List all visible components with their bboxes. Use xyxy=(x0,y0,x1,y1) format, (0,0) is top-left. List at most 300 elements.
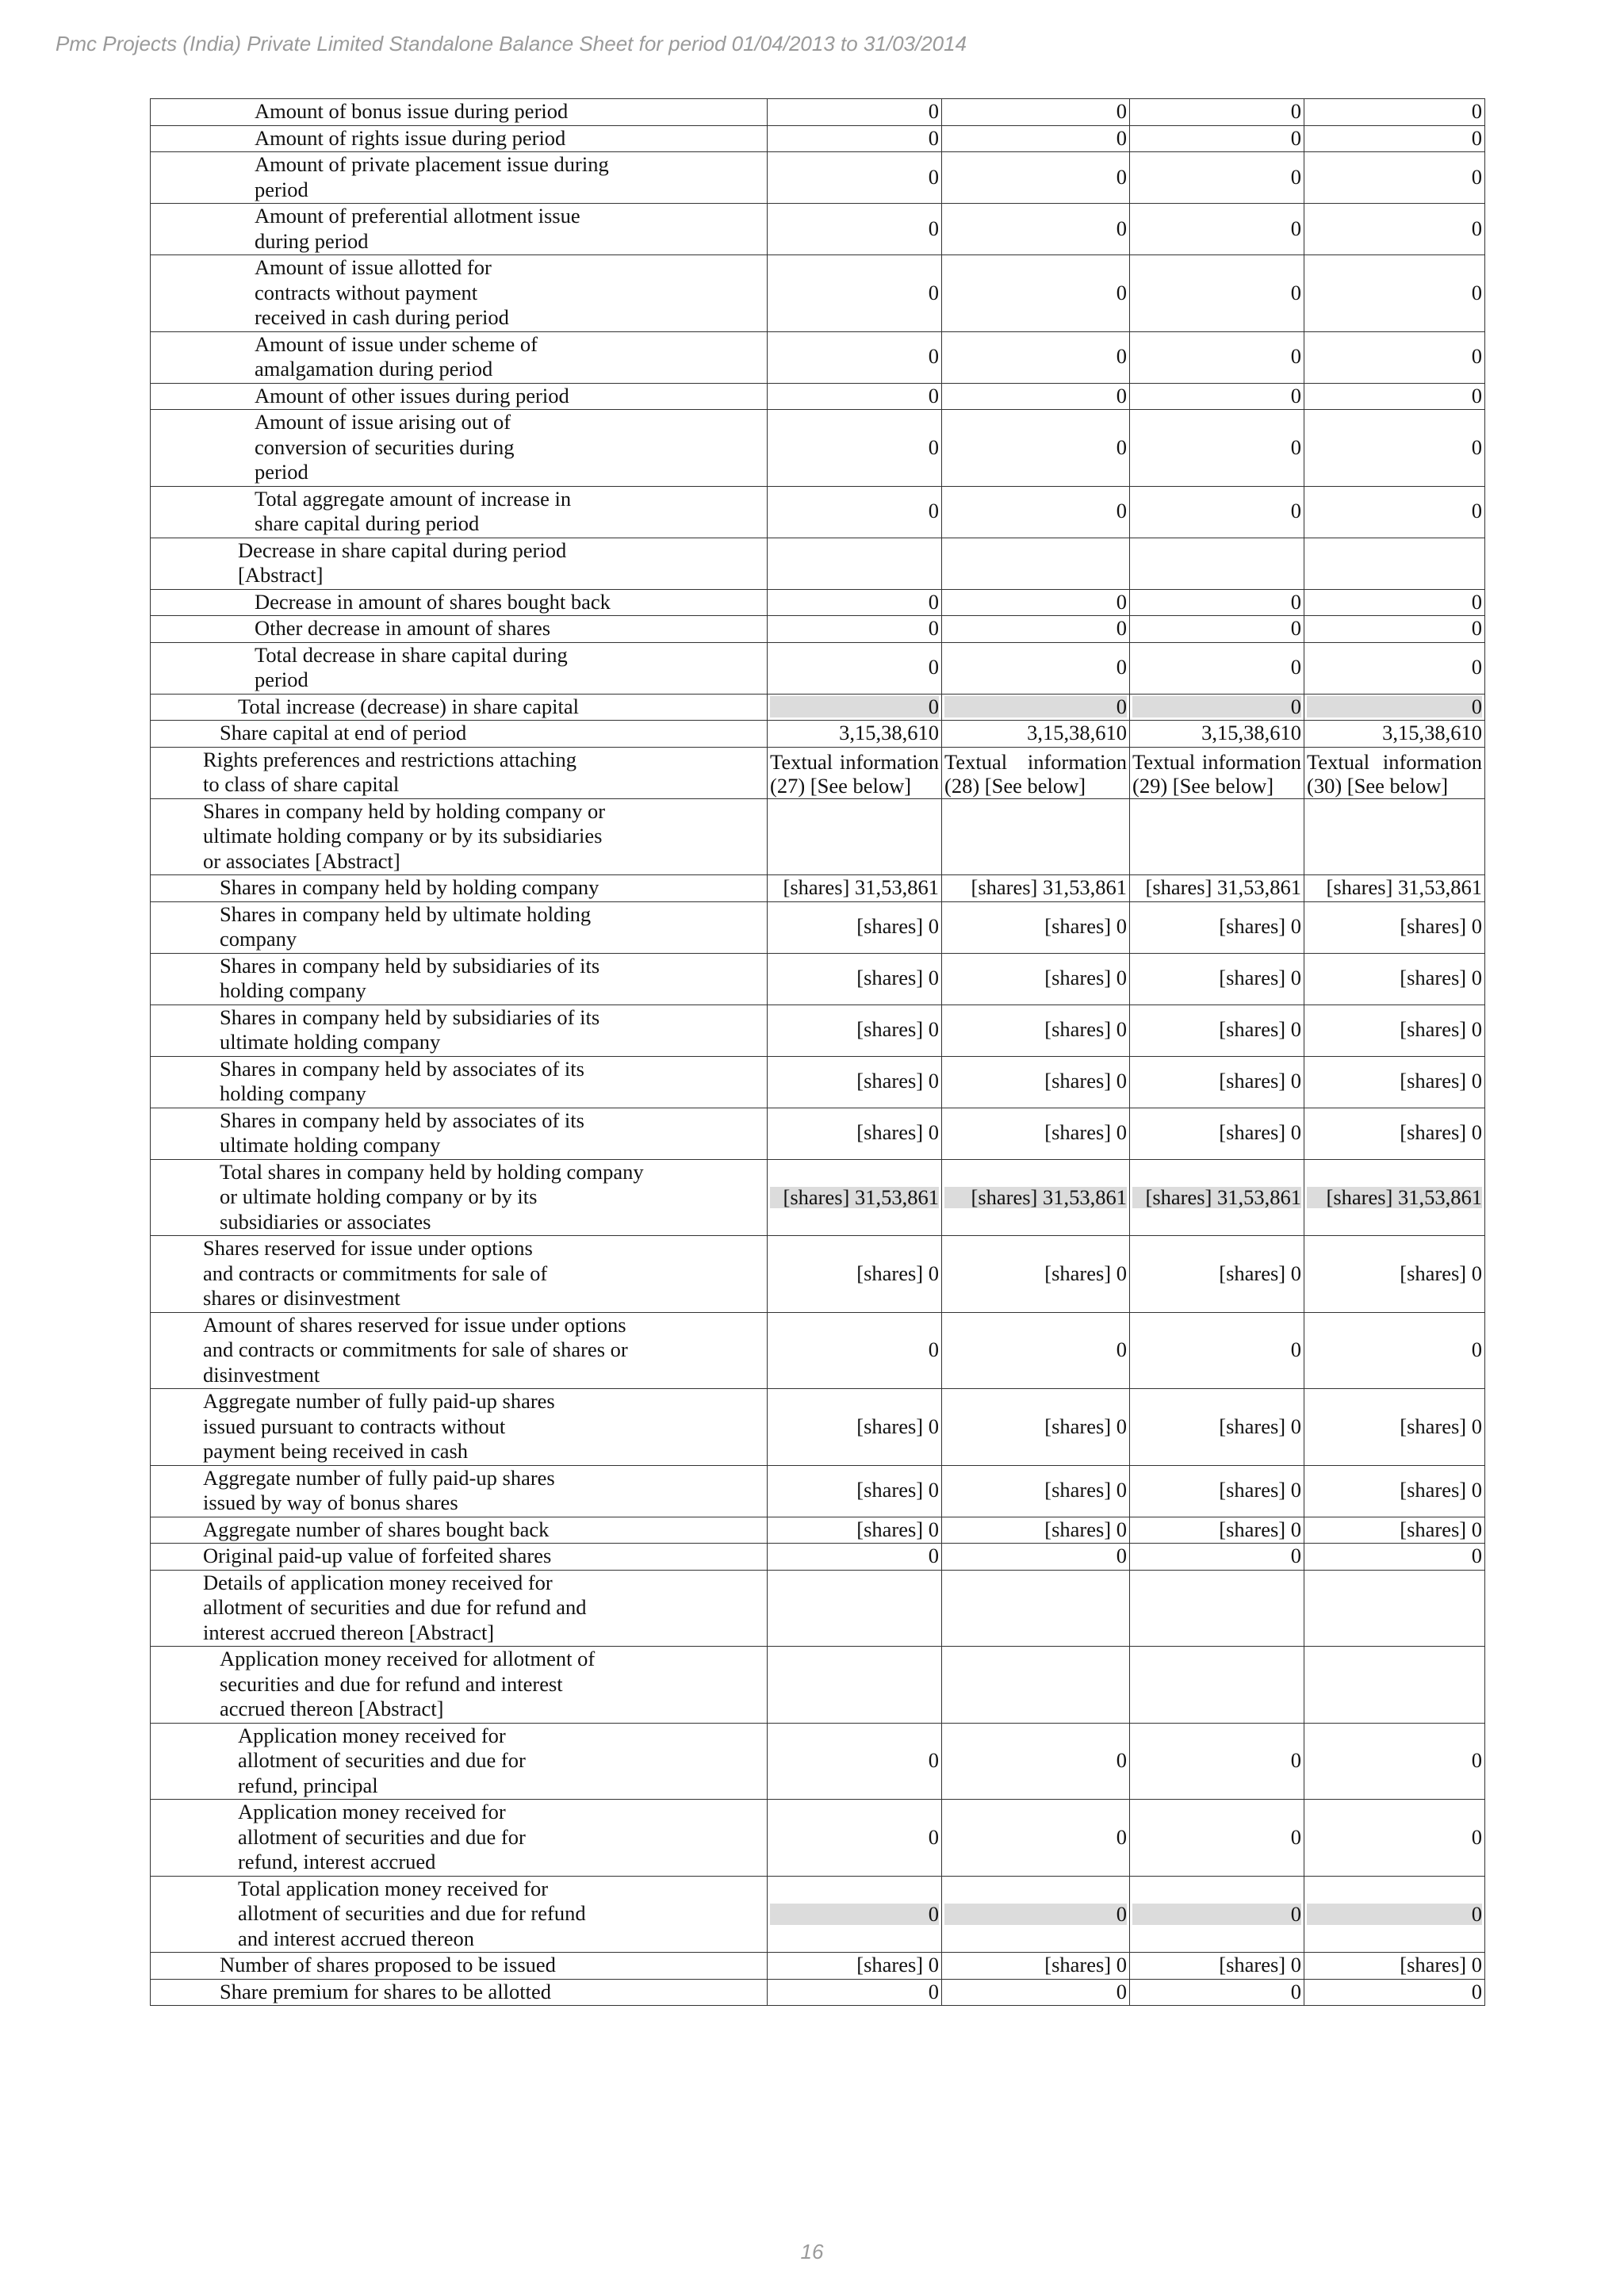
row-label-cell xyxy=(151,204,768,255)
value-cell xyxy=(768,1570,942,1647)
row-label-cell xyxy=(151,589,768,616)
value-text: 0 xyxy=(1471,164,1482,189)
row-label: Shares in company held by holding company xyxy=(220,875,599,899)
table-row xyxy=(151,1108,1485,1159)
table-row xyxy=(151,1647,1485,1724)
value-text: [shares] 0 xyxy=(1400,1120,1482,1145)
value-text: 0 xyxy=(1471,125,1482,150)
value-cell xyxy=(942,204,1130,255)
value-text: 0 xyxy=(1471,1979,1482,2003)
row-label-cell xyxy=(151,1056,768,1108)
value-cell xyxy=(942,1004,1130,1056)
textual-info-word: Textual xyxy=(1307,749,1370,774)
value-text: 0 xyxy=(1116,216,1127,240)
row-label-cell xyxy=(151,901,768,953)
value-text: 0 xyxy=(928,383,939,408)
value-text: [shares] 0 xyxy=(1044,914,1127,939)
value-text: 0 xyxy=(1471,1337,1482,1361)
value-cell xyxy=(1130,875,1304,902)
value-text: [shares] 0 xyxy=(1400,1478,1482,1502)
row-label-cell xyxy=(151,1723,768,1800)
value-text: 0 xyxy=(1132,1904,1301,1925)
value-cell xyxy=(768,410,942,487)
table-row xyxy=(151,1517,1485,1544)
value-cell xyxy=(942,798,1130,875)
value-text: [shares] 0 xyxy=(1044,1069,1127,1093)
value-text: [shares] 31,53,861 xyxy=(971,875,1127,899)
value-text: 0 xyxy=(1116,99,1127,123)
value-cell xyxy=(1130,1979,1304,2006)
value-cell xyxy=(1304,589,1485,616)
textual-info-word: Textual xyxy=(944,749,1008,774)
value-cell xyxy=(1130,383,1304,410)
table-row xyxy=(151,204,1485,255)
value-text: 0 xyxy=(1290,216,1301,240)
table-row xyxy=(151,589,1485,616)
value-cell xyxy=(942,589,1130,616)
value-cell xyxy=(942,747,1130,798)
value-cell xyxy=(1130,953,1304,1004)
table-row xyxy=(151,255,1485,332)
value-cell xyxy=(1304,410,1485,487)
value-cell xyxy=(768,486,942,538)
value-text: 0 xyxy=(1290,344,1301,369)
row-label: Other decrease in amount of shares xyxy=(255,616,551,640)
value-text: 0 xyxy=(1116,499,1127,523)
row-label-cell xyxy=(151,1517,768,1544)
row-label-cell xyxy=(151,1108,768,1159)
value-text: 0 xyxy=(928,216,939,240)
value-cell xyxy=(768,642,942,694)
row-label: Shares in company held by subsidiaries of its holding company xyxy=(220,953,600,1002)
value-cell xyxy=(942,1876,1130,1953)
value-text: 0 xyxy=(928,1337,939,1361)
value-cell xyxy=(1304,875,1485,902)
value-cell xyxy=(1130,486,1304,538)
value-text: [shares] 0 xyxy=(1219,1017,1301,1042)
value-cell xyxy=(1130,1876,1304,1953)
row-label: Original paid-up value of forfeited shares xyxy=(203,1544,552,1567)
value-text: [shares] 0 xyxy=(856,1069,939,1093)
value-cell xyxy=(768,1544,942,1571)
table-row xyxy=(151,1004,1485,1056)
value-text: 0 xyxy=(928,344,939,369)
textual-info-word: Textual xyxy=(770,749,833,774)
value-cell xyxy=(942,1647,1130,1724)
row-label: Shares in company held by holding company or ultimate holding company or by its subsidiaries or associates [Abstract] xyxy=(203,798,606,873)
row-label-cell xyxy=(151,798,768,875)
table-row xyxy=(151,1544,1485,1571)
page-header: Pmc Projects (India) Private Limited Standalone Balance Sheet for period 01/04/2013 to 31/03/2014 xyxy=(56,32,967,55)
row-label: Shares reserved for issue under options and contracts or commitments for sale of shares or disinvestment xyxy=(203,1236,548,1310)
table-row xyxy=(151,901,1485,953)
value-cell xyxy=(1304,1876,1485,1953)
value-text: 0 xyxy=(1290,1748,1301,1772)
value-cell xyxy=(1130,1647,1304,1724)
value-cell xyxy=(1130,538,1304,589)
value-cell xyxy=(1304,99,1485,126)
value-cell xyxy=(1304,1004,1485,1056)
row-label: Total decrease in share capital during period xyxy=(255,642,568,691)
row-label: Decrease in share capital during period [Abstract] xyxy=(238,538,567,587)
value-text: [shares] 0 xyxy=(1219,914,1301,939)
value-text: 0 xyxy=(1290,280,1301,304)
row-label: Total increase (decrease) in share capital xyxy=(238,694,579,718)
value-text: [shares] 0 xyxy=(1044,1517,1127,1541)
value-text: [shares] 31,53,861 xyxy=(783,875,939,899)
value-cell xyxy=(1130,694,1304,721)
table-row xyxy=(151,1953,1485,1980)
value-text: 0 xyxy=(1116,383,1127,408)
table-row xyxy=(151,152,1485,204)
value-cell xyxy=(942,538,1130,589)
value-cell xyxy=(942,1108,1130,1159)
table-row xyxy=(151,1389,1485,1466)
value-cell xyxy=(1130,204,1304,255)
value-cell xyxy=(1304,1312,1485,1389)
value-text: [shares] 0 xyxy=(1044,1414,1127,1438)
value-text: [shares] 31,53,861 xyxy=(1132,1187,1301,1208)
table-row xyxy=(151,747,1485,798)
value-text: 3,15,38,610 xyxy=(1027,721,1127,744)
value-cell xyxy=(1130,99,1304,126)
value-cell xyxy=(768,1004,942,1056)
value-text: 0 xyxy=(1471,616,1482,640)
value-cell xyxy=(768,152,942,204)
value-text: 0 xyxy=(928,164,939,189)
row-label-cell xyxy=(151,1647,768,1724)
value-cell xyxy=(942,616,1130,643)
row-label: Share capital at end of period xyxy=(220,721,467,744)
value-cell xyxy=(942,152,1130,204)
value-cell xyxy=(768,616,942,643)
row-label: Application money received for allotment of securities and due for refund, principal xyxy=(238,1723,526,1797)
value-text: 0 xyxy=(928,125,939,150)
value-cell xyxy=(768,1953,942,1980)
value-text: 0 xyxy=(1116,125,1127,150)
value-text: 0 xyxy=(928,499,939,523)
value-text: 0 xyxy=(1290,383,1301,408)
value-text: [shares] 0 xyxy=(856,1261,939,1285)
value-text: [shares] 0 xyxy=(1219,1069,1301,1093)
row-label: Total shares in company held by holding company or ultimate holding company or by its subsidiaries or associates xyxy=(220,1159,644,1234)
value-cell xyxy=(942,1723,1130,1800)
value-cell xyxy=(768,1236,942,1313)
value-cell xyxy=(768,99,942,126)
value-cell xyxy=(768,125,942,152)
value-text: 0 xyxy=(1290,1824,1301,1849)
value-cell xyxy=(1304,798,1485,875)
row-label: Amount of other issues during period xyxy=(255,383,569,408)
value-text: [shares] 0 xyxy=(856,1478,939,1502)
row-label-cell xyxy=(151,486,768,538)
row-label: Total application money received for allotment of securities and due for refund and interest accrued thereon xyxy=(238,1876,586,1950)
value-cell xyxy=(942,1517,1130,1544)
value-text: 0 xyxy=(944,696,1127,718)
row-label-cell xyxy=(151,331,768,383)
value-text: 0 xyxy=(1471,589,1482,614)
table-row xyxy=(151,1979,1485,2006)
textual-info-line xyxy=(1307,750,1482,774)
value-cell xyxy=(1130,747,1304,798)
row-label: Amount of private placement issue during period xyxy=(255,152,609,201)
value-text: 0 xyxy=(928,655,939,679)
row-label-cell xyxy=(151,1389,768,1466)
value-text: 0 xyxy=(1116,164,1127,189)
value-text: 0 xyxy=(1471,1748,1482,1772)
value-cell xyxy=(1304,1723,1485,1800)
value-cell xyxy=(942,1570,1130,1647)
value-cell xyxy=(942,694,1130,721)
row-label: Amount of issue under scheme of amalgamation during period xyxy=(255,331,538,381)
value-cell xyxy=(942,1953,1130,1980)
table-row xyxy=(151,1465,1485,1517)
value-cell xyxy=(768,255,942,332)
table-row xyxy=(151,1800,1485,1877)
row-label-cell xyxy=(151,538,768,589)
value-cell xyxy=(768,721,942,748)
table-row xyxy=(151,616,1485,643)
table-row xyxy=(151,1312,1485,1389)
value-text: 0 xyxy=(1471,1544,1482,1567)
value-cell xyxy=(942,953,1130,1004)
value-cell xyxy=(768,1723,942,1800)
value-text: 0 xyxy=(1290,1337,1301,1361)
row-label-cell xyxy=(151,1800,768,1877)
value-cell xyxy=(1130,1056,1304,1108)
row-label-cell xyxy=(151,1876,768,1953)
textual-info-word: information xyxy=(1027,749,1127,774)
value-text: [shares] 0 xyxy=(856,1953,939,1976)
value-cell xyxy=(1130,901,1304,953)
value-text: 3,15,38,610 xyxy=(839,721,939,744)
value-cell xyxy=(1130,410,1304,487)
value-cell xyxy=(1130,1953,1304,1980)
value-text: 0 xyxy=(1471,344,1482,369)
value-cell xyxy=(768,538,942,589)
value-text: 0 xyxy=(1116,655,1127,679)
value-cell xyxy=(768,1056,942,1108)
value-cell xyxy=(942,1159,1130,1236)
value-cell xyxy=(942,901,1130,953)
row-label-cell xyxy=(151,1312,768,1389)
row-label: Amount of issue allotted for contracts without payment received in cash during period xyxy=(255,255,509,329)
value-cell xyxy=(768,1389,942,1466)
value-cell xyxy=(1304,331,1485,383)
value-cell xyxy=(1130,1570,1304,1647)
value-cell xyxy=(1130,1544,1304,1571)
value-cell xyxy=(768,694,942,721)
value-cell xyxy=(1304,694,1485,721)
value-text: 0 xyxy=(1290,499,1301,523)
textual-info-ref: (29) [See below] xyxy=(1132,773,1274,798)
table-row xyxy=(151,1876,1485,1953)
value-cell xyxy=(1130,1108,1304,1159)
table-row xyxy=(151,486,1485,538)
value-cell xyxy=(1130,721,1304,748)
value-text: 0 xyxy=(1116,616,1127,640)
value-cell xyxy=(768,331,942,383)
value-text: [shares] 0 xyxy=(1219,1120,1301,1145)
row-label: Amount of shares reserved for issue under options and contracts or commitments for sale of shares or disinvestment xyxy=(203,1312,628,1387)
value-cell xyxy=(942,383,1130,410)
value-cell xyxy=(1130,616,1304,643)
value-cell xyxy=(1304,1979,1485,2006)
value-cell xyxy=(1130,1004,1304,1056)
value-text: 0 xyxy=(928,280,939,304)
textual-info-line xyxy=(770,750,939,774)
value-text: 0 xyxy=(1290,99,1301,123)
value-cell xyxy=(1304,1236,1485,1313)
value-cell xyxy=(942,331,1130,383)
value-cell xyxy=(1304,1465,1485,1517)
table-row xyxy=(151,410,1485,487)
value-text: [shares] 0 xyxy=(1044,1478,1127,1502)
value-cell xyxy=(1304,383,1485,410)
value-text: [shares] 31,53,861 xyxy=(944,1187,1127,1208)
value-text: 0 xyxy=(1290,1544,1301,1567)
value-text: [shares] 0 xyxy=(1400,914,1482,939)
value-text: 0 xyxy=(1307,1904,1482,1925)
value-text: 3,15,38,610 xyxy=(1201,721,1301,744)
value-cell xyxy=(768,953,942,1004)
table-row xyxy=(151,1159,1485,1236)
value-text: 0 xyxy=(1116,344,1127,369)
value-text: [shares] 0 xyxy=(1219,1478,1301,1502)
value-cell xyxy=(1304,255,1485,332)
value-text: 0 xyxy=(928,1748,939,1772)
row-label-cell xyxy=(151,953,768,1004)
value-cell xyxy=(768,204,942,255)
value-text: [shares] 0 xyxy=(1044,1261,1127,1285)
value-cell xyxy=(1304,616,1485,643)
textual-info-word: information xyxy=(839,749,939,774)
textual-info-word: Textual xyxy=(1132,749,1196,774)
value-text: 0 xyxy=(928,1544,939,1567)
row-label-cell xyxy=(151,1004,768,1056)
row-label-cell xyxy=(151,1159,768,1236)
value-cell xyxy=(942,642,1130,694)
value-cell xyxy=(942,1544,1130,1571)
value-cell xyxy=(1304,1056,1485,1108)
value-cell xyxy=(768,901,942,953)
table-row xyxy=(151,1236,1485,1313)
value-cell xyxy=(1130,1800,1304,1877)
value-text: [shares] 31,53,861 xyxy=(1145,875,1301,899)
value-cell xyxy=(1130,1723,1304,1800)
value-text: [shares] 0 xyxy=(1044,966,1127,990)
value-text: [shares] 0 xyxy=(856,966,939,990)
value-text: 0 xyxy=(944,1904,1127,1925)
value-cell xyxy=(1130,152,1304,204)
value-cell xyxy=(1304,125,1485,152)
value-text: 0 xyxy=(1290,616,1301,640)
row-label: Amount of issue arising out of conversion of securities during period xyxy=(255,410,515,484)
value-cell xyxy=(1304,1570,1485,1647)
value-cell xyxy=(1130,1236,1304,1313)
value-text: [shares] 0 xyxy=(1400,1414,1482,1438)
table-row xyxy=(151,99,1485,126)
table-row xyxy=(151,538,1485,589)
value-cell xyxy=(942,410,1130,487)
value-text: 0 xyxy=(1471,499,1482,523)
value-cell xyxy=(1304,152,1485,204)
value-cell xyxy=(1304,538,1485,589)
value-cell xyxy=(1304,1517,1485,1544)
value-cell xyxy=(942,125,1130,152)
row-label: Shares in company held by associates of its ultimate holding company xyxy=(220,1108,584,1157)
value-text: [shares] 0 xyxy=(1400,1517,1482,1541)
value-cell xyxy=(1304,204,1485,255)
value-text: [shares] 0 xyxy=(1219,1953,1301,1976)
value-text: [shares] 0 xyxy=(1219,1414,1301,1438)
value-cell xyxy=(1304,1953,1485,1980)
value-text: [shares] 0 xyxy=(1400,1261,1482,1285)
row-label-cell xyxy=(151,255,768,332)
row-label: Shares in company held by subsidiaries of its ultimate holding company xyxy=(220,1004,600,1054)
value-cell xyxy=(768,383,942,410)
value-cell xyxy=(768,1517,942,1544)
value-cell xyxy=(942,1056,1130,1108)
row-label-cell xyxy=(151,694,768,721)
value-cell xyxy=(1130,1465,1304,1517)
value-cell xyxy=(1130,1312,1304,1389)
value-cell xyxy=(1130,125,1304,152)
value-text: 0 xyxy=(1116,1748,1127,1772)
value-text: 0 xyxy=(1471,99,1482,123)
value-cell xyxy=(768,1647,942,1724)
row-label: Total aggregate amount of increase in share capital during period xyxy=(255,486,572,535)
value-text: [shares] 0 xyxy=(1044,1953,1127,1976)
value-text: 0 xyxy=(1471,280,1482,304)
value-cell xyxy=(768,1979,942,2006)
row-label-cell xyxy=(151,642,768,694)
value-text: 0 xyxy=(770,1904,939,1925)
table-row xyxy=(151,1723,1485,1800)
value-cell xyxy=(1130,331,1304,383)
table-row xyxy=(151,953,1485,1004)
row-label: Decrease in amount of shares bought back xyxy=(255,589,611,614)
textual-info-line xyxy=(1132,750,1301,774)
value-text: 0 xyxy=(1471,655,1482,679)
value-text: 0 xyxy=(1116,1979,1127,2003)
value-text: 0 xyxy=(1132,696,1301,718)
value-cell xyxy=(942,486,1130,538)
row-label-cell xyxy=(151,1953,768,1980)
value-cell xyxy=(942,99,1130,126)
row-label-cell xyxy=(151,383,768,410)
value-cell xyxy=(942,255,1130,332)
value-cell xyxy=(768,875,942,902)
table-row xyxy=(151,383,1485,410)
value-text: [shares] 31,53,861 xyxy=(1307,1187,1482,1208)
value-text: [shares] 0 xyxy=(856,914,939,939)
value-text: 0 xyxy=(1471,216,1482,240)
value-cell xyxy=(768,1108,942,1159)
row-label-cell xyxy=(151,1465,768,1517)
value-cell xyxy=(942,875,1130,902)
value-cell xyxy=(1304,1647,1485,1724)
value-text: 0 xyxy=(1116,1544,1127,1567)
row-label: Application money received for allotment of securities and due for refund and interest accrued thereon [Abstract] xyxy=(220,1647,596,1720)
value-text: 0 xyxy=(928,1824,939,1849)
value-cell xyxy=(1304,1108,1485,1159)
value-text: 3,15,38,610 xyxy=(1382,721,1482,744)
row-label: Amount of bonus issue during period xyxy=(255,99,569,123)
value-cell xyxy=(942,1465,1130,1517)
value-cell xyxy=(1130,798,1304,875)
value-text: [shares] 0 xyxy=(1044,1120,1127,1145)
